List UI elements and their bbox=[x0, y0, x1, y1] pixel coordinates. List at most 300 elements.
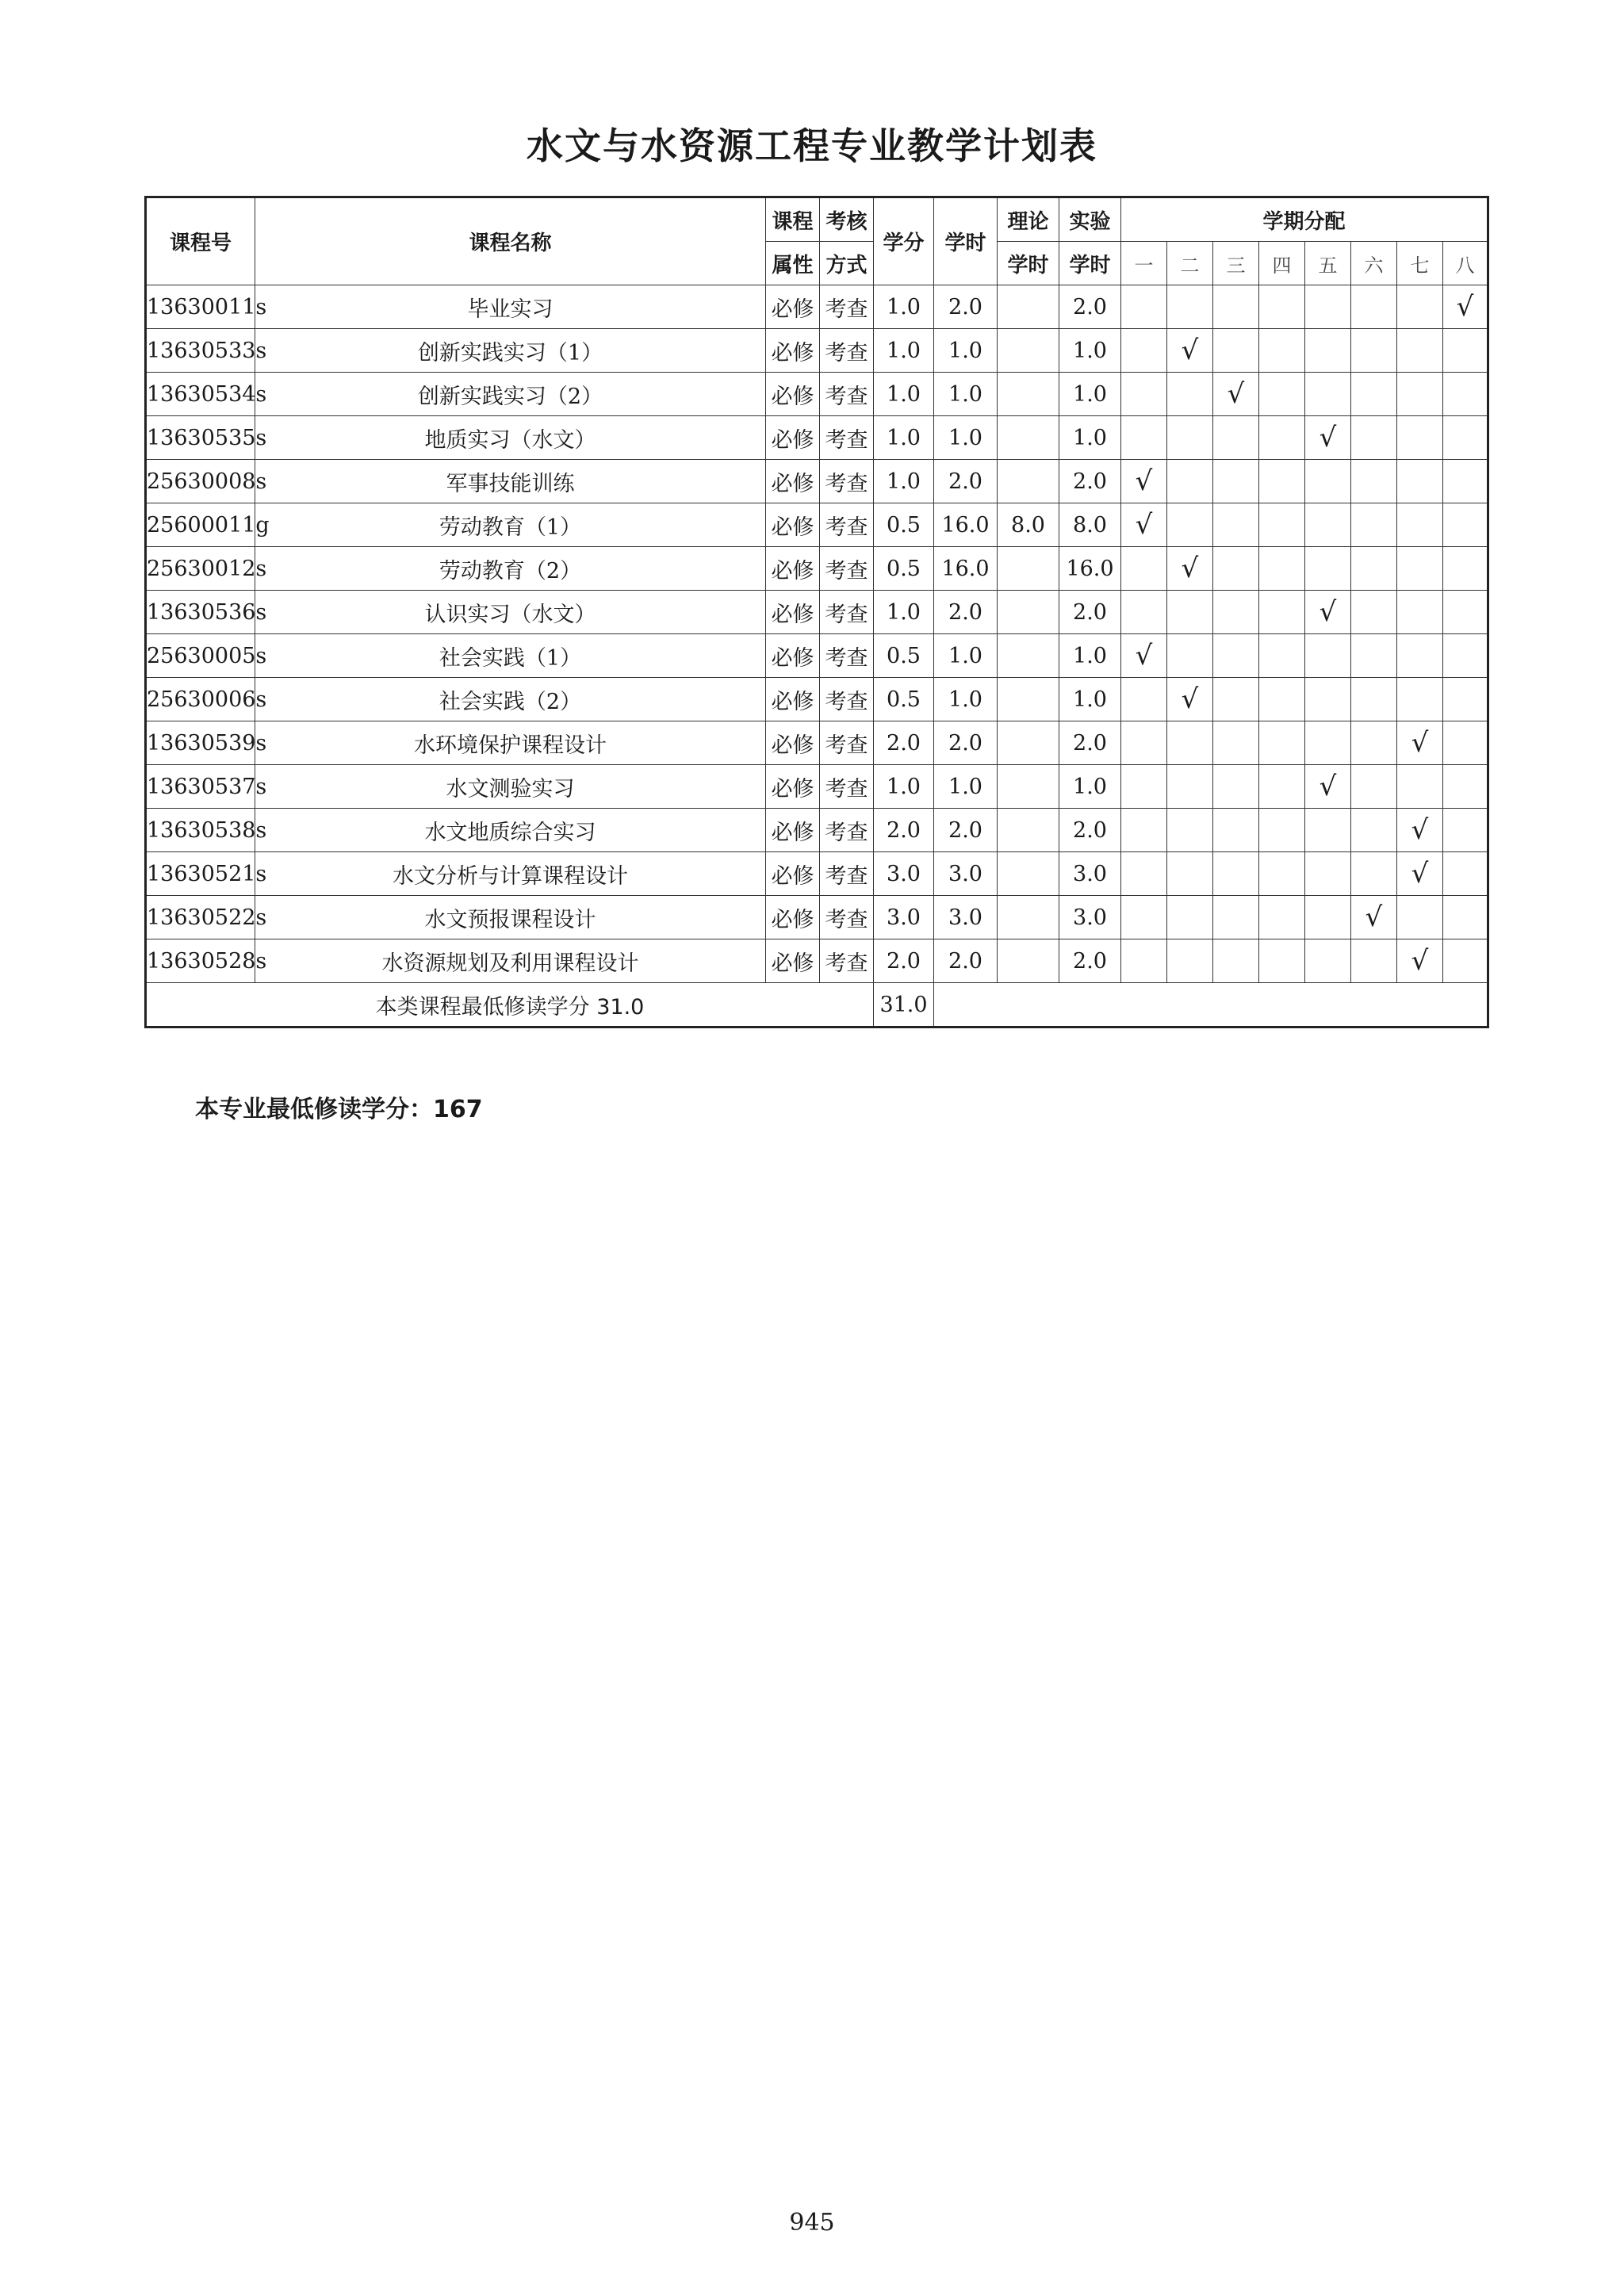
semester-3-cell bbox=[1213, 852, 1259, 896]
table-row bbox=[146, 285, 1488, 329]
table-body bbox=[146, 285, 1488, 983]
course-name-cell: 水环境保护课程设计 bbox=[255, 721, 766, 765]
course-name-cell: 水文地质综合实习 bbox=[255, 809, 766, 852]
table-row bbox=[146, 329, 1488, 373]
semester-8-cell bbox=[1443, 460, 1488, 503]
theory-hours-cell bbox=[998, 285, 1059, 329]
theory-hours-cell bbox=[998, 373, 1059, 416]
credit-cell: 0.5 bbox=[874, 634, 934, 678]
semester-4-cell bbox=[1259, 896, 1305, 939]
header-semester-1: 一 bbox=[1121, 242, 1167, 285]
hours-cell: 3.0 bbox=[934, 896, 998, 939]
checkmark-icon bbox=[1411, 858, 1429, 890]
lab-hours-cell: 3.0 bbox=[1059, 896, 1121, 939]
course-attr-cell: 必修 bbox=[766, 678, 820, 721]
credit-cell: 0.5 bbox=[874, 678, 934, 721]
theory-hours-cell: 8.0 bbox=[998, 503, 1059, 547]
course-attr-cell: 必修 bbox=[766, 939, 820, 983]
semester-1-cell bbox=[1121, 678, 1167, 721]
semester-8-cell bbox=[1443, 809, 1488, 852]
semester-5-cell bbox=[1305, 460, 1351, 503]
checkmark-icon bbox=[1411, 945, 1429, 977]
checkmark-icon bbox=[1136, 509, 1153, 541]
exam-method-cell: 考查 bbox=[820, 547, 874, 591]
header-lab-top: 实验 bbox=[1059, 197, 1121, 242]
course-code-cell: 13630538s bbox=[146, 809, 255, 852]
semester-4-cell bbox=[1259, 939, 1305, 983]
semester-4-cell bbox=[1259, 373, 1305, 416]
header-course-attr-bottom: 属性 bbox=[766, 242, 820, 285]
semester-2-cell bbox=[1167, 503, 1213, 547]
hours-cell: 16.0 bbox=[934, 503, 998, 547]
theory-hours-cell bbox=[998, 765, 1059, 809]
semester-2-cell bbox=[1167, 547, 1213, 591]
semester-8-cell bbox=[1443, 896, 1488, 939]
semester-3-cell bbox=[1213, 591, 1259, 634]
exam-method-cell: 考查 bbox=[820, 416, 874, 460]
semester-8-cell bbox=[1443, 852, 1488, 896]
hours-cell: 1.0 bbox=[934, 373, 998, 416]
semester-4-cell bbox=[1259, 765, 1305, 809]
semester-4-cell bbox=[1259, 721, 1305, 765]
table-row bbox=[146, 809, 1488, 852]
table-row bbox=[146, 765, 1488, 809]
theory-hours-cell bbox=[998, 329, 1059, 373]
semester-7-cell bbox=[1397, 896, 1443, 939]
semester-6-cell bbox=[1351, 939, 1397, 983]
semester-3-cell bbox=[1213, 373, 1259, 416]
lab-hours-cell: 2.0 bbox=[1059, 809, 1121, 852]
semester-5-cell bbox=[1305, 285, 1351, 329]
semester-1-cell bbox=[1121, 634, 1167, 678]
course-name-cell: 水文分析与计算课程设计 bbox=[255, 852, 766, 896]
course-name-cell: 水文测验实习 bbox=[255, 765, 766, 809]
course-attr-cell: 必修 bbox=[766, 460, 820, 503]
exam-method-cell: 考查 bbox=[820, 285, 874, 329]
lab-hours-cell: 1.0 bbox=[1059, 373, 1121, 416]
semester-7-cell bbox=[1397, 852, 1443, 896]
hours-cell: 1.0 bbox=[934, 678, 998, 721]
semester-7-cell bbox=[1397, 765, 1443, 809]
header-theory-top: 理论 bbox=[998, 197, 1059, 242]
semester-4-cell bbox=[1259, 460, 1305, 503]
credit-cell: 1.0 bbox=[874, 765, 934, 809]
semester-5-cell bbox=[1305, 373, 1351, 416]
semester-7-cell bbox=[1397, 416, 1443, 460]
semester-7-cell bbox=[1397, 460, 1443, 503]
semester-2-cell bbox=[1167, 329, 1213, 373]
theory-hours-cell bbox=[998, 678, 1059, 721]
exam-method-cell: 考查 bbox=[820, 591, 874, 634]
semester-3-cell bbox=[1213, 939, 1259, 983]
exam-method-cell: 考查 bbox=[820, 678, 874, 721]
semester-8-cell bbox=[1443, 678, 1488, 721]
hours-cell: 1.0 bbox=[934, 634, 998, 678]
semester-1-cell bbox=[1121, 416, 1167, 460]
hours-cell: 2.0 bbox=[934, 939, 998, 983]
header-course-name: 课程名称 bbox=[255, 197, 766, 285]
table-summary bbox=[146, 983, 1488, 1027]
semester-8-cell bbox=[1443, 765, 1488, 809]
semester-7-cell bbox=[1397, 591, 1443, 634]
exam-method-cell: 考查 bbox=[820, 460, 874, 503]
semester-7-cell bbox=[1397, 634, 1443, 678]
table-header bbox=[146, 197, 1488, 285]
semester-5-cell bbox=[1305, 809, 1351, 852]
course-name-cell: 劳动教育（1） bbox=[255, 503, 766, 547]
table-row bbox=[146, 460, 1488, 503]
lab-hours-cell: 1.0 bbox=[1059, 416, 1121, 460]
lab-hours-cell: 2.0 bbox=[1059, 285, 1121, 329]
semester-7-cell bbox=[1397, 285, 1443, 329]
course-code-cell: 25630005s bbox=[146, 634, 255, 678]
semester-2-cell bbox=[1167, 460, 1213, 503]
semester-2-cell bbox=[1167, 765, 1213, 809]
hours-cell: 2.0 bbox=[934, 460, 998, 503]
lab-hours-cell: 16.0 bbox=[1059, 547, 1121, 591]
semester-8-cell bbox=[1443, 547, 1488, 591]
hours-cell: 2.0 bbox=[934, 809, 998, 852]
lab-hours-cell: 2.0 bbox=[1059, 591, 1121, 634]
course-code-cell: 25630006s bbox=[146, 678, 255, 721]
checkmark-icon bbox=[1320, 422, 1337, 453]
exam-method-cell: 考查 bbox=[820, 373, 874, 416]
semester-6-cell bbox=[1351, 416, 1397, 460]
exam-method-cell: 考查 bbox=[820, 503, 874, 547]
checkmark-icon bbox=[1136, 465, 1153, 497]
hours-cell: 3.0 bbox=[934, 852, 998, 896]
course-attr-cell: 必修 bbox=[766, 503, 820, 547]
lab-hours-cell: 8.0 bbox=[1059, 503, 1121, 547]
semester-1-cell bbox=[1121, 852, 1167, 896]
semester-2-cell bbox=[1167, 634, 1213, 678]
semester-8-cell bbox=[1443, 329, 1488, 373]
semester-3-cell bbox=[1213, 634, 1259, 678]
hours-cell: 1.0 bbox=[934, 765, 998, 809]
exam-method-cell: 考查 bbox=[820, 765, 874, 809]
checkmark-icon bbox=[1182, 683, 1199, 715]
course-code-cell: 13630528s bbox=[146, 939, 255, 983]
hours-cell: 2.0 bbox=[934, 721, 998, 765]
semester-5-cell bbox=[1305, 591, 1351, 634]
table-row bbox=[146, 678, 1488, 721]
semester-6-cell bbox=[1351, 678, 1397, 721]
course-name-cell: 社会实践（1） bbox=[255, 634, 766, 678]
table-row bbox=[146, 852, 1488, 896]
exam-method-cell: 考查 bbox=[820, 896, 874, 939]
semester-6-cell bbox=[1351, 591, 1397, 634]
lab-hours-cell: 2.0 bbox=[1059, 460, 1121, 503]
course-name-cell: 军事技能训练 bbox=[255, 460, 766, 503]
semester-2-cell bbox=[1167, 591, 1213, 634]
header-semester-6: 六 bbox=[1351, 242, 1397, 285]
table-row bbox=[146, 547, 1488, 591]
semester-6-cell bbox=[1351, 721, 1397, 765]
course-code-cell: 25600011g bbox=[146, 503, 255, 547]
exam-method-cell: 考查 bbox=[820, 634, 874, 678]
header-semester-7: 七 bbox=[1397, 242, 1443, 285]
semester-4-cell bbox=[1259, 329, 1305, 373]
course-attr-cell: 必修 bbox=[766, 765, 820, 809]
semester-1-cell bbox=[1121, 373, 1167, 416]
semester-6-cell bbox=[1351, 852, 1397, 896]
semester-3-cell bbox=[1213, 460, 1259, 503]
course-name-cell: 毕业实习 bbox=[255, 285, 766, 329]
semester-3-cell bbox=[1213, 547, 1259, 591]
semester-3-cell bbox=[1213, 765, 1259, 809]
semester-1-cell bbox=[1121, 503, 1167, 547]
semester-4-cell bbox=[1259, 591, 1305, 634]
semester-2-cell bbox=[1167, 809, 1213, 852]
semester-2-cell bbox=[1167, 721, 1213, 765]
checkmark-icon bbox=[1411, 814, 1429, 846]
semester-5-cell bbox=[1305, 329, 1351, 373]
exam-method-cell: 考查 bbox=[820, 721, 874, 765]
semester-6-cell bbox=[1351, 896, 1397, 939]
semester-4-cell bbox=[1259, 285, 1305, 329]
lab-hours-cell: 1.0 bbox=[1059, 329, 1121, 373]
semester-3-cell bbox=[1213, 721, 1259, 765]
semester-7-cell bbox=[1397, 721, 1443, 765]
semester-5-cell bbox=[1305, 721, 1351, 765]
hours-cell: 1.0 bbox=[934, 416, 998, 460]
semester-7-cell bbox=[1397, 503, 1443, 547]
semester-1-cell bbox=[1121, 547, 1167, 591]
table-row bbox=[146, 503, 1488, 547]
course-attr-cell: 必修 bbox=[766, 634, 820, 678]
semester-1-cell bbox=[1121, 896, 1167, 939]
header-semester-2: 二 bbox=[1167, 242, 1213, 285]
course-code-cell: 13630011s bbox=[146, 285, 255, 329]
course-attr-cell: 必修 bbox=[766, 329, 820, 373]
teaching-plan-table bbox=[144, 196, 1489, 1028]
theory-hours-cell bbox=[998, 547, 1059, 591]
lab-hours-cell: 2.0 bbox=[1059, 939, 1121, 983]
hours-cell: 2.0 bbox=[934, 285, 998, 329]
exam-method-cell: 考查 bbox=[820, 852, 874, 896]
lab-hours-cell: 3.0 bbox=[1059, 852, 1121, 896]
course-attr-cell: 必修 bbox=[766, 852, 820, 896]
semester-8-cell bbox=[1443, 503, 1488, 547]
course-name-cell: 创新实践实习（1） bbox=[255, 329, 766, 373]
theory-hours-cell bbox=[998, 721, 1059, 765]
semester-3-cell bbox=[1213, 678, 1259, 721]
header-hours: 学时 bbox=[934, 197, 998, 285]
semester-1-cell bbox=[1121, 285, 1167, 329]
semester-1-cell bbox=[1121, 765, 1167, 809]
semester-2-cell bbox=[1167, 939, 1213, 983]
theory-hours-cell bbox=[998, 896, 1059, 939]
credit-cell: 1.0 bbox=[874, 373, 934, 416]
semester-1-cell bbox=[1121, 460, 1167, 503]
checkmark-icon bbox=[1182, 553, 1199, 584]
semester-7-cell bbox=[1397, 329, 1443, 373]
header-course-attr-top: 课程 bbox=[766, 197, 820, 242]
credit-cell: 0.5 bbox=[874, 547, 934, 591]
table-row bbox=[146, 591, 1488, 634]
semester-7-cell bbox=[1397, 809, 1443, 852]
theory-hours-cell bbox=[998, 939, 1059, 983]
semester-5-cell bbox=[1305, 547, 1351, 591]
header-semester-group: 学期分配 bbox=[1121, 197, 1488, 242]
semester-3-cell bbox=[1213, 416, 1259, 460]
credit-cell: 1.0 bbox=[874, 591, 934, 634]
semester-5-cell bbox=[1305, 896, 1351, 939]
course-attr-cell: 必修 bbox=[766, 721, 820, 765]
semester-6-cell bbox=[1351, 373, 1397, 416]
semester-4-cell bbox=[1259, 678, 1305, 721]
course-code-cell: 13630539s bbox=[146, 721, 255, 765]
checkmark-icon bbox=[1320, 596, 1337, 628]
credit-cell: 2.0 bbox=[874, 721, 934, 765]
checkmark-icon bbox=[1320, 771, 1337, 802]
checkmark-icon bbox=[1182, 335, 1199, 366]
semester-7-cell bbox=[1397, 373, 1443, 416]
course-code-cell: 25630012s bbox=[146, 547, 255, 591]
semester-8-cell bbox=[1443, 634, 1488, 678]
semester-3-cell bbox=[1213, 285, 1259, 329]
semester-3-cell bbox=[1213, 896, 1259, 939]
semester-5-cell bbox=[1305, 503, 1351, 547]
course-name-cell: 认识实习（水文） bbox=[255, 591, 766, 634]
hours-cell: 2.0 bbox=[934, 591, 998, 634]
credit-cell: 2.0 bbox=[874, 809, 934, 852]
semester-8-cell bbox=[1443, 939, 1488, 983]
semester-2-cell bbox=[1167, 896, 1213, 939]
credit-cell: 1.0 bbox=[874, 460, 934, 503]
header-semester-5: 五 bbox=[1305, 242, 1351, 285]
credit-cell: 1.0 bbox=[874, 416, 934, 460]
exam-method-cell: 考查 bbox=[820, 329, 874, 373]
header-semester-4: 四 bbox=[1259, 242, 1305, 285]
semester-4-cell bbox=[1259, 547, 1305, 591]
semester-2-cell bbox=[1167, 373, 1213, 416]
semester-5-cell bbox=[1305, 416, 1351, 460]
theory-hours-cell bbox=[998, 634, 1059, 678]
theory-hours-cell bbox=[998, 460, 1059, 503]
header-credit: 学分 bbox=[874, 197, 934, 285]
semester-8-cell bbox=[1443, 285, 1488, 329]
semester-6-cell bbox=[1351, 285, 1397, 329]
theory-hours-cell bbox=[998, 852, 1059, 896]
header-course-code: 课程号 bbox=[146, 197, 255, 285]
course-code-cell: 13630522s bbox=[146, 896, 255, 939]
course-name-cell: 创新实践实习（2） bbox=[255, 373, 766, 416]
header-semester-3: 三 bbox=[1213, 242, 1259, 285]
credit-cell: 3.0 bbox=[874, 896, 934, 939]
theory-hours-cell bbox=[998, 416, 1059, 460]
credit-cell: 2.0 bbox=[874, 939, 934, 983]
summary-row bbox=[146, 983, 1488, 1027]
header-semester-8: 八 bbox=[1443, 242, 1488, 285]
semester-5-cell bbox=[1305, 939, 1351, 983]
semester-7-cell bbox=[1397, 939, 1443, 983]
table-row bbox=[146, 896, 1488, 939]
course-name-cell: 劳动教育（2） bbox=[255, 547, 766, 591]
course-code-cell: 13630535s bbox=[146, 416, 255, 460]
lab-hours-cell: 2.0 bbox=[1059, 721, 1121, 765]
semester-3-cell bbox=[1213, 809, 1259, 852]
checkmark-icon bbox=[1411, 727, 1429, 759]
semester-6-cell bbox=[1351, 460, 1397, 503]
summary-blank bbox=[934, 983, 1488, 1027]
semester-1-cell bbox=[1121, 939, 1167, 983]
course-name-cell: 地质实习（水文） bbox=[255, 416, 766, 460]
semester-7-cell bbox=[1397, 678, 1443, 721]
checkmark-icon bbox=[1228, 378, 1245, 410]
lab-hours-cell: 1.0 bbox=[1059, 765, 1121, 809]
checkmark-icon bbox=[1457, 291, 1474, 323]
credit-cell: 1.0 bbox=[874, 329, 934, 373]
semester-6-cell bbox=[1351, 547, 1397, 591]
course-code-cell: 13630536s bbox=[146, 591, 255, 634]
semester-5-cell bbox=[1305, 634, 1351, 678]
header-exam-bottom: 方式 bbox=[820, 242, 874, 285]
hours-cell: 1.0 bbox=[934, 329, 998, 373]
course-code-cell: 13630521s bbox=[146, 852, 255, 896]
semester-8-cell bbox=[1443, 591, 1488, 634]
header-exam-top: 考核 bbox=[820, 197, 874, 242]
course-code-cell: 13630537s bbox=[146, 765, 255, 809]
course-attr-cell: 必修 bbox=[766, 809, 820, 852]
semester-2-cell bbox=[1167, 678, 1213, 721]
theory-hours-cell bbox=[998, 809, 1059, 852]
semester-8-cell bbox=[1443, 721, 1488, 765]
table-row bbox=[146, 373, 1488, 416]
course-attr-cell: 必修 bbox=[766, 896, 820, 939]
checkmark-icon bbox=[1365, 901, 1383, 933]
semester-6-cell bbox=[1351, 634, 1397, 678]
semester-2-cell bbox=[1167, 416, 1213, 460]
exam-method-cell: 考查 bbox=[820, 809, 874, 852]
table-row bbox=[146, 416, 1488, 460]
semester-3-cell bbox=[1213, 503, 1259, 547]
semester-4-cell bbox=[1259, 852, 1305, 896]
semester-4-cell bbox=[1259, 809, 1305, 852]
summary-label: 本类课程最低修读学分 31.0 bbox=[146, 983, 874, 1027]
semester-1-cell bbox=[1121, 809, 1167, 852]
header-theory-bottom: 学时 bbox=[998, 242, 1059, 285]
semester-2-cell bbox=[1167, 285, 1213, 329]
semester-6-cell bbox=[1351, 809, 1397, 852]
semester-3-cell bbox=[1213, 329, 1259, 373]
course-attr-cell: 必修 bbox=[766, 416, 820, 460]
course-name-cell: 水资源规划及利用课程设计 bbox=[255, 939, 766, 983]
course-code-cell: 13630534s bbox=[146, 373, 255, 416]
credit-cell: 0.5 bbox=[874, 503, 934, 547]
page-number: 945 bbox=[789, 2209, 835, 2237]
course-attr-cell: 必修 bbox=[766, 373, 820, 416]
course-name-cell: 水文预报课程设计 bbox=[255, 896, 766, 939]
semester-1-cell bbox=[1121, 721, 1167, 765]
semester-5-cell bbox=[1305, 678, 1351, 721]
semester-4-cell bbox=[1259, 634, 1305, 678]
semester-6-cell bbox=[1351, 329, 1397, 373]
course-code-cell: 13630533s bbox=[146, 329, 255, 373]
semester-8-cell bbox=[1443, 416, 1488, 460]
hours-cell: 16.0 bbox=[934, 547, 998, 591]
exam-method-cell: 考查 bbox=[820, 939, 874, 983]
minimum-credit-note: 本专业最低修读学分：167 bbox=[195, 1096, 483, 1123]
semester-6-cell bbox=[1351, 503, 1397, 547]
theory-hours-cell bbox=[998, 591, 1059, 634]
course-code-cell: 25630008s bbox=[146, 460, 255, 503]
lab-hours-cell: 1.0 bbox=[1059, 678, 1121, 721]
semester-6-cell bbox=[1351, 765, 1397, 809]
credit-cell: 3.0 bbox=[874, 852, 934, 896]
table-row bbox=[146, 939, 1488, 983]
semester-4-cell bbox=[1259, 416, 1305, 460]
